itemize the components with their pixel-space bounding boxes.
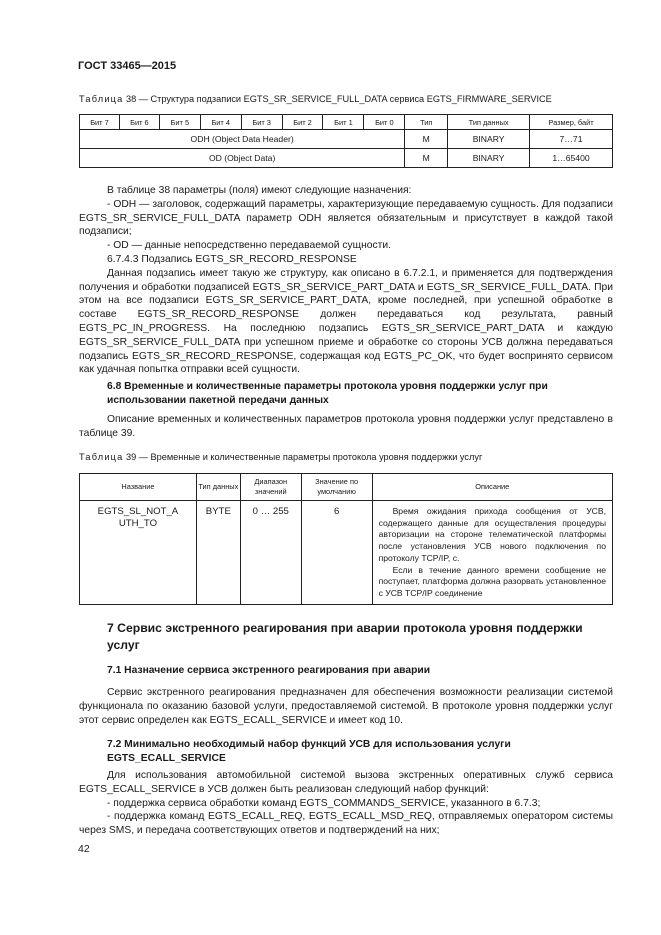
table38-header-cell: Бит 6	[119, 115, 159, 130]
table39-range-cell: 0 … 255	[240, 501, 301, 605]
table39-header-cell: Значение по умолчанию	[301, 474, 372, 501]
paragraph: - поддержка команд EGTS_ECALL_REQ, EGTS_ECALL_MSD_REQ, отправляемых оператором системы через SMS, и передача соответствующих ответов и подтверждений на них;	[79, 811, 613, 837]
table39-caption-text: 39 — Временные и количественные параметры протокола уровня поддержки услуг	[126, 452, 483, 462]
paragraph: В таблице 38 параметры (поля) имеют следующие назначения:	[107, 185, 412, 196]
table38-field-cell: ODH (Object Data Header)	[80, 130, 405, 149]
table38-size-cell: 7…71	[530, 130, 613, 149]
table38-header-cell: Бит 7	[80, 115, 120, 130]
table39-header-cell: Тип данных	[196, 474, 240, 501]
table39-caption-label: Таблица	[79, 452, 124, 462]
table38-size-cell: 1…65400	[530, 149, 613, 168]
subsection-heading: 6.7.4.3 Подзапись EGTS_SR_RECORD_RESPONSE	[107, 253, 357, 265]
table38-type-cell: M	[405, 149, 448, 168]
table38-field-cell: OD (Object Data)	[80, 149, 405, 168]
table38-type-cell: M	[405, 130, 448, 149]
table39-header-row	[80, 474, 613, 501]
table38-caption-label: Таблица	[79, 94, 124, 104]
parameter-name: EGTS_SL_NOT_AUTH_TO	[97, 506, 179, 529]
paragraph: - ODH — заголовок, содержащий параметры, характеризующие передаваемую сущность. Для подзаписи EGTS_SR_SERVICE_FULL_DATA параметр ODH является обязательным и присутствует в каждой такой подзаписи;	[79, 198, 613, 238]
table38-header-cell: Бит 5	[159, 115, 200, 130]
table39-header-cell: Описание	[372, 474, 612, 501]
table38-header-cell: Бит 0	[364, 115, 405, 130]
table38-header-cell: Размер, байт	[530, 115, 613, 130]
table38	[79, 114, 613, 168]
description-paragraph: Время ожидания прихода сообщения от УСВ, содержащего данные для осуществления процедуры авторизации на стороне телематической платформы после установления УСВ нового подключения по протоколу TCP/IP, с.	[378, 506, 606, 563]
paragraph: Для использования автомобильной системой вызова экстренных оперативных служб сервиса EGTS_ECALL_SERVICE в УСВ должен быть реализован следующий набор функций:	[79, 770, 613, 795]
page-number: 42	[78, 843, 90, 855]
paragraph: Сервис экстренного реагирования предназначен для обеспечения возможности реализации системой функционала по оказанию базовой услуги, предоставляемой системой. В протоколе уровня поддержки услуг этот сервис определен как EGTS_ECALL_SERVICE и имеет код 10.	[79, 687, 613, 726]
table38-header-cell: Бит 2	[282, 115, 323, 130]
table39-type-cell: BYTE	[196, 501, 240, 605]
table38-caption	[79, 94, 552, 104]
table39-name-cell	[80, 501, 197, 605]
table38-header-cell: Бит 4	[200, 115, 241, 130]
table38-header-cell: Бит 3	[241, 115, 282, 130]
table39-default-cell: 6	[301, 501, 372, 605]
table38-caption-text: 38 — Структура подзаписи EGTS_SR_SERVICE_FULL_DATA сервиса EGTS_FIRMWARE_SERVICE	[126, 94, 552, 104]
table38-header-cell: Бит 1	[323, 115, 364, 130]
section-7-1-text	[79, 686, 613, 727]
document-header: ГОСТ 33465—2015	[78, 60, 177, 72]
description-text	[373, 501, 612, 604]
paragraph: - поддержка сервиса обработки команд EGTS_COMMANDS_SERVICE, указанного в 6.7.3;	[107, 797, 541, 809]
paragraph: - OD — данные непосредственно передаваемой сущности.	[107, 240, 392, 252]
section-7-2-text	[79, 769, 613, 838]
paragraph: Описание временных и количественных параметров протокола уровня поддержки услуг представлено в таблице 39.	[79, 414, 613, 439]
section-6-8-heading: 6.8 Временные и количественные параметры протокола уровня поддержки услуг при использовании пакетной передачи данных	[107, 381, 548, 406]
table39-row	[80, 501, 613, 605]
table39-desc-cell	[372, 501, 612, 605]
table39-header-cell: Диапазон значений	[240, 474, 301, 501]
table38-datatype-cell: BINARY	[448, 130, 530, 149]
table39-caption	[79, 452, 482, 462]
table38-header-row	[80, 115, 613, 130]
table38-datatype-cell: BINARY	[448, 149, 530, 168]
section-7-heading: 7 Сервис экстренного реагирования при аварии протокола уровня поддержки услуг	[107, 621, 583, 652]
description-paragraph: Если в течение данного времени сообщение не поступает, платформа должна разорвать установленное с УСВ TCP/IP соединение	[378, 564, 606, 598]
table39-header-cell: Название	[80, 474, 197, 501]
section-7-2-heading: 7.2 Минимально необходимый набор функций УСВ для использования услуги EGTS_ECALL_SERVICE	[107, 739, 511, 764]
body-text-block-1	[79, 184, 613, 377]
table38-row	[80, 149, 613, 168]
table38-row	[80, 130, 613, 149]
section-6-8-text	[79, 413, 613, 441]
table38-header-cell: Тип данных	[448, 115, 530, 130]
table38-header-cell: Тип	[405, 115, 448, 130]
table39	[79, 473, 613, 605]
paragraph: Данная подзапись имеет такую же структуру, как описано в 6.7.2.1, и применяется для подтверждения получения и обработки подзаписей EGTS_SR_SERVICE_PART_DATA и EGTS_SR_SERVICE_FULL_DATA. При этом на все подзаписи EGTS_SR_SERVICE_PART_DATA, кроме последней, при успешной обработке в составе EGTS_SR_RECORD_RESPONSE должен передаваться код результата, равный EGTS_PC_IN_PROGRESS. На последнюю подзапись EGTS_SR_SERVICE_PART_DATA и каждую EGTS_SR_SERVICE_FULL_DATA при успешном приеме и обработке со стороны УСВ должна передаваться подзапись EGTS_SR_RECORD_RESPONSE, содержащая код EGTS_PC_OK, что будет воспринято сервисом как удачная попытка отправки всей сущности.	[79, 267, 613, 376]
section-7-1-heading: 7.1 Назначение сервиса экстренного реагирования при аварии	[107, 665, 431, 676]
